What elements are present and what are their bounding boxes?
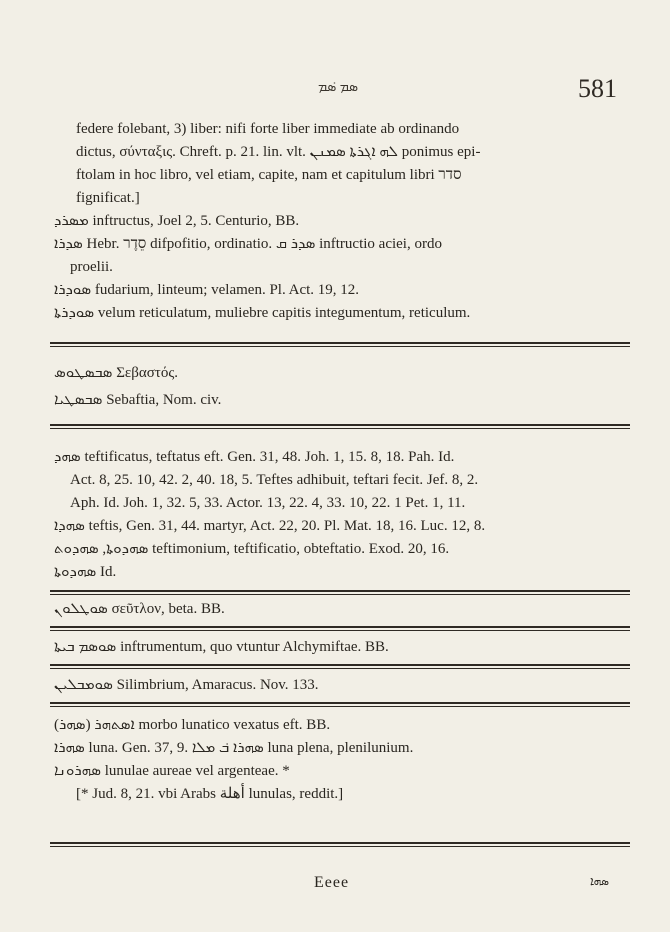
section-rule [50, 626, 630, 628]
entry-block-2 [54, 362, 629, 412]
section-rule [50, 846, 630, 847]
section-rule [50, 424, 630, 426]
text-line: ܣܒܣܛܘܣ Σεβαστός. [54, 365, 179, 381]
text-line: ܣܗܕܘܬܐ Id. [54, 564, 117, 580]
text-line: fignificat.] [76, 190, 140, 206]
text-line: dictus, σύνταξις. Chreft. p. 21. lin. vlt. ܠܗ ܐܓܪܬܐ ܣܡܢܢ ponimus epi- [76, 144, 481, 160]
text-line: ܣܗܕܘܬܐ, ܣܗܕܘܬ teftimonium, teftificatio, obteftatio. Exod. 20, 16. [54, 541, 450, 557]
text-line: ܣܘܛܠܘܢ σεῦτλον, beta. BB. [54, 601, 225, 617]
catchword: ܣܗܐ [590, 874, 610, 888]
text-line: proelii. [70, 259, 113, 275]
entry-block-3 [54, 446, 629, 584]
section-rule [50, 342, 630, 344]
text-line: ܣܗܕܐ teftis, Gen. 31, 44. martyr, Act. 22, 20. Pl. Mat. 18, 16. Luc. 12, 8. [54, 518, 486, 534]
entry-block-7 [54, 714, 629, 806]
signature-mark: Eeee [314, 874, 350, 891]
entry-block-6 [54, 674, 629, 697]
section-rule [50, 594, 630, 595]
text-line: ܡܣܪܕ inftructus, Joel 2, 5. Centurio, BB. [54, 213, 300, 229]
text-line: ܣܘܕܪܐ fudarium, linteum; velamen. Pl. Act. 19, 12. [54, 282, 360, 298]
section-rule [50, 428, 630, 429]
page-number: 581 [578, 74, 617, 103]
section-rule [50, 346, 630, 347]
text-line: (ܣܗܪ) ܐܣܬܗܪ morbo lunatico vexatus eft. BB. [54, 717, 331, 733]
section-rule [50, 842, 630, 844]
text-line: Act. 8, 25. 10, 42. 2, 40. 18, 5. Teftes adhibuit, teftari fecit. Jef. 8, 2. [70, 472, 479, 488]
section-rule [50, 702, 630, 704]
text-line: ܣܘܕܪܬܐ velum reticulatum, muliebre capitis integumentum, reticulum. [54, 305, 471, 321]
text-line: ܣܘܡܒܠܝܢ Silimbrium, Amaracus. Nov. 133. [54, 677, 319, 693]
section-rule [50, 664, 630, 666]
entry-block-4 [54, 598, 629, 621]
text-line: federe folebant, 3) liber: nifi forte liber immediate ab ordinando [76, 121, 460, 137]
text-line: ftolam in hoc libro, vel etiam, capite, nam et capitulum libri סדר [76, 167, 462, 183]
text-line: ܣܕܪܐ Hebr. סֵדֶר difpofitio, ordinatio. ܣܕܪ ܩ inftructio aciei, ordo [54, 236, 442, 252]
text-line: ܣܗܕ teftificatus, teftatus eft. Gen. 31, 48. Joh. 1, 15. 8, 18. Pah. Id. [54, 449, 455, 465]
text-line: [* Jud. 8, 21. vbi Arabs أهلة lunulas, reddit.] [76, 786, 344, 802]
text-line: ܣܘܣܡ ܒܝܬܐ inftrumentum, quo vtuntur Alchymiftae. BB. [54, 639, 389, 655]
section-rule [50, 668, 630, 669]
running-head: ܣܡ ܣ݁ܡ [318, 80, 359, 95]
section-rule [50, 630, 630, 631]
text-line: ܣܒܣܛܝܐ Sebaftia, Nom. civ. [54, 392, 222, 408]
section-rule [50, 706, 630, 707]
entry-block-5 [54, 636, 629, 659]
entry-block-1 [54, 118, 629, 325]
text-line: Aph. Id. Joh. 1, 32. 5, 33. Actor. 13, 22. 4, 33. 10, 22. 1 Pet. 1, 11. [70, 495, 466, 511]
section-rule [50, 590, 630, 592]
text-line: ܣܗܪܘܢܐ lunulae aureae vel argenteae. * [54, 763, 290, 779]
text-line: ܣܗܪܐ luna. Gen. 37, 9. ܣܗܪܐ ܒ݁ ܡܠܐ luna plena, plenilunium. [54, 740, 414, 756]
